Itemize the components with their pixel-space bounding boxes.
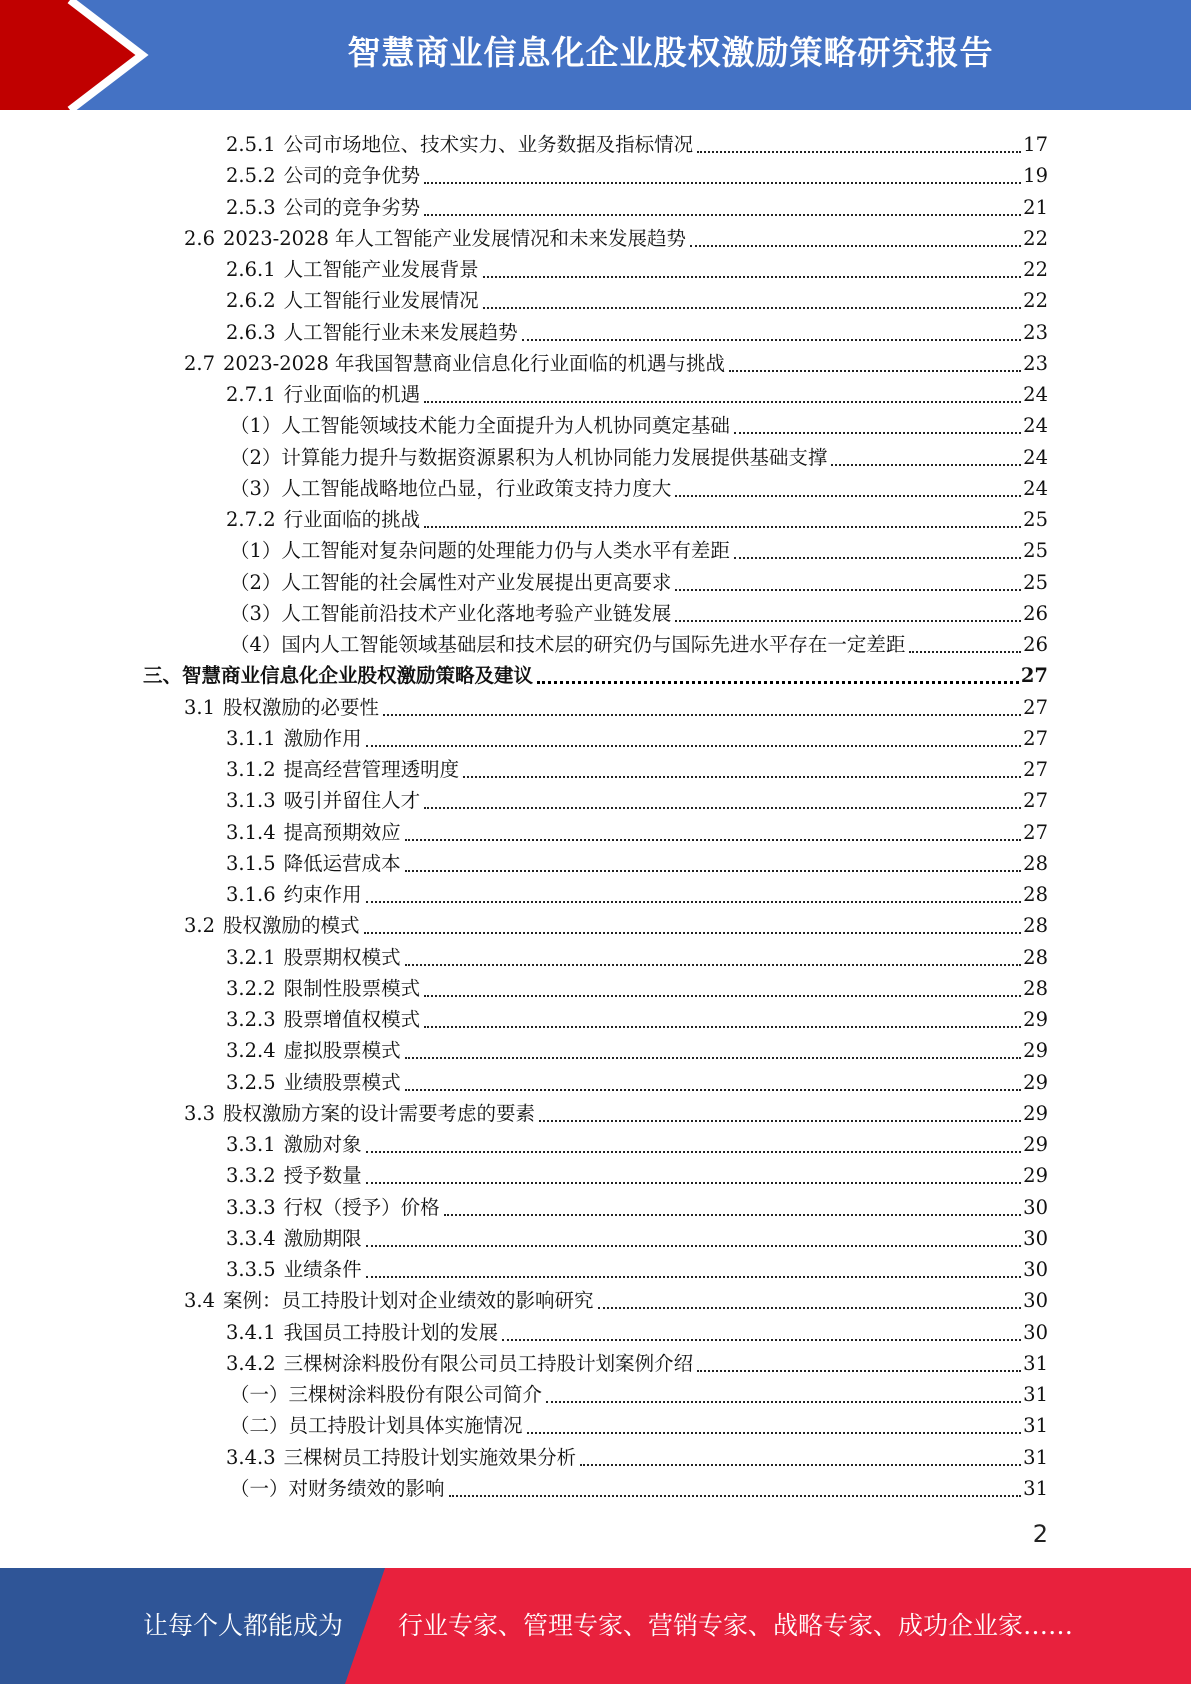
toc-entry[interactable] [184,1096,1048,1127]
toc-entry-number: 3.3.3 [226,1195,276,1219]
toc-entry-page: 30 [1023,1258,1048,1281]
toc-entry[interactable] [230,440,1048,471]
toc-entry[interactable] [226,1346,1048,1377]
footer-slogan-left: 让每个人都能成为 [143,1611,344,1640]
toc-entry-title: 股票增值权模式 [283,1008,421,1031]
page-number: 2 [1032,1520,1048,1548]
toc-entry-number: 2.7.2 [226,508,276,531]
toc-dot-leader [675,588,1021,591]
toc-entry-page: 25 [1023,539,1048,563]
toc-entry-title: 人工智能行业未来发展趋势 [283,320,518,344]
toc-entry-title: 提高经营管理透明度 [283,758,460,781]
toc-dot-leader [424,213,1021,216]
toc-entry-page: 29 [1023,1070,1048,1094]
toc-entry-page: 27 [1023,695,1048,719]
toc-entry-title: 股权激励的模式 [223,914,360,938]
toc-dot-leader [366,1244,1022,1247]
toc-dot-leader [539,1119,1021,1122]
toc-dot-leader [405,838,1022,841]
toc-entry-page: 28 [1023,851,1048,875]
toc-entry-title: 限制性股票模式 [283,976,421,1000]
toc-entry[interactable] [143,658,1048,689]
toc-entry[interactable] [226,127,1048,158]
toc-dot-leader [424,181,1021,184]
toc-entry-title: 三、智慧商业信息化企业股权激励策略及建议 [143,664,534,688]
toc-dot-leader [366,1275,1022,1278]
toc-entry-page: 29 [1023,1039,1048,1063]
toc-entry-number: 2.5.3 [226,195,276,219]
toc-entry-page: 31 [1023,1476,1048,1500]
toc-entry[interactable] [230,533,1048,564]
toc-entry-number: 3.1.6 [226,883,276,906]
toc-entry-number: 3.3.2 [226,1164,276,1188]
toc-entry-page: 27 [1020,664,1048,688]
toc-dot-leader [424,1025,1021,1028]
toc-dot-leader [424,806,1021,809]
toc-entry[interactable] [226,502,1048,533]
toc-dot-leader [405,1088,1022,1091]
toc-dot-leader [424,525,1021,528]
toc-dot-leader [366,1150,1022,1153]
toc-dot-leader [527,1431,1022,1434]
toc-dot-leader [729,369,1021,372]
toc-dot-leader [697,1369,1021,1372]
toc-entry[interactable] [226,940,1048,971]
toc-entry-number: 3.2.4 [226,1039,276,1063]
toc-dot-leader [366,744,1022,747]
toc-entry-number: 3.3.4 [226,1226,276,1250]
toc-entry[interactable] [226,1190,1048,1221]
page-footer [0,1568,1191,1684]
toc-dot-leader [366,1181,1022,1184]
toc-entry-number: 3.4 [184,1289,216,1313]
toc-dot-leader [405,869,1022,872]
toc-entry[interactable] [230,408,1048,439]
chevron-arrow-icon [0,0,160,110]
toc-entry-title: 降低运营成本 [283,851,401,875]
toc-entry-number: 2.7 [184,351,216,375]
toc-dot-leader [580,1463,1021,1466]
toc-entry-number: 3.4.2 [226,1351,276,1375]
toc-entry[interactable] [226,283,1048,314]
toc-entry-page: 28 [1023,945,1048,969]
toc-entry-page: 25 [1023,570,1048,594]
toc-entry-page: 26 [1023,633,1048,656]
toc-dot-leader [546,1400,1021,1403]
toc-entry-number: 3.1 [184,695,216,719]
toc-dot-leader [424,400,1021,403]
toc-entry-title: （2）计算能力提升与数据资源累积为人机协同能力发展提供基础支撑 [230,445,828,469]
toc-entry-number: 3.2.2 [226,976,276,1000]
toc-entry-page: 19 [1023,164,1048,188]
toc-entry-page: 28 [1023,976,1048,1000]
toc-entry-page: 27 [1023,758,1048,781]
toc-entry-page: 30 [1023,1195,1048,1219]
toc-entry-title: （一）对财务绩效的影响 [230,1476,445,1500]
toc-dot-leader [522,338,1022,341]
toc-dot-leader [366,900,1022,903]
toc-entry-page: 29 [1023,1008,1048,1031]
toc-entry-number: 2.6.2 [226,289,276,313]
toc-entry-page: 27 [1023,789,1048,813]
toc-entry-number: 2.6.3 [226,320,276,344]
toc-entry-page: 22 [1023,258,1048,281]
toc-dot-leader [483,275,1022,278]
toc-entry[interactable] [184,221,1048,252]
toc-entry-title: 三棵树涂料股份有限公司员工持股计划案例介绍 [283,1351,694,1375]
toc-entry-page: 17 [1023,133,1048,156]
toc-entry[interactable] [226,971,1048,1002]
toc-entry-title: （1）人工智能领域技术能力全面提升为人机协同奠定基础 [230,414,730,438]
toc-entry-title: 吸引并留住人才 [283,789,421,813]
toc-entry-number: 3.2.3 [226,1008,276,1031]
toc-dot-leader [690,244,1021,247]
toc-entry[interactable] [226,1440,1048,1471]
toc-entry[interactable] [226,1158,1048,1189]
toc-entry-title: 股票期权模式 [283,945,401,969]
toc-entry[interactable] [226,877,1048,908]
toc-entry-page: 24 [1023,476,1048,500]
toc-entry-number: 3.3.1 [226,1133,276,1156]
toc-entry-title: 公司的竞争劣势 [283,195,421,219]
toc-entry-number: 3.2 [184,914,216,938]
toc-entry[interactable] [226,752,1048,783]
toc-entry[interactable] [230,1471,1048,1502]
toc-entry-title: （二）员工持股计划具体实施情况 [230,1414,523,1438]
toc-entry-number: 3.1.2 [226,758,276,781]
toc-entry[interactable] [226,721,1048,752]
toc-entry-page: 27 [1023,820,1048,844]
toc-entry-title: 虚拟股票模式 [283,1039,401,1063]
toc-entry-page: 24 [1023,445,1048,469]
toc-entry-title: 激励期限 [283,1226,362,1250]
toc-entry-title: 业绩条件 [283,1258,362,1281]
toc-dot-leader [909,650,1021,653]
toc-entry-title: （一）三棵树涂料股份有限公司简介 [230,1383,543,1406]
toc-entry[interactable] [226,315,1048,346]
toc-entry[interactable] [184,908,1048,939]
toc-entry-number: 3.1.4 [226,820,276,844]
toc-entry[interactable] [226,158,1048,189]
toc-entry[interactable] [226,190,1048,221]
toc-dot-leader [463,775,1021,778]
toc-entry-page: 31 [1023,1414,1048,1438]
toc-entry[interactable] [226,846,1048,877]
toc-entry-page: 31 [1023,1445,1048,1469]
toc-entry-page: 31 [1023,1383,1048,1406]
toc-dot-leader [449,1494,1022,1497]
toc-dot-leader [697,150,1021,153]
toc-entry-page: 25 [1023,508,1048,531]
toc-dot-leader [444,1213,1022,1216]
toc-entry-title: 股权激励的必要性 [223,695,380,719]
toc-dot-leader [405,1056,1022,1059]
toc-entry[interactable] [184,690,1048,721]
toc-entry-number: 3.1.1 [226,726,276,750]
toc-entry[interactable] [230,627,1048,658]
toc-entry-page: 29 [1023,1164,1048,1188]
toc-entry-number: 2.6.1 [226,258,276,281]
toc-entry[interactable] [230,565,1048,596]
toc-entry-title: 行权（授予）价格 [283,1195,440,1219]
toc-entry-title: （3）人工智能前沿技术产业化落地考验产业链发展 [230,601,672,625]
toc-entry-number: 3.3.5 [226,1258,276,1281]
toc-entry[interactable] [226,1221,1048,1252]
toc-entry[interactable] [226,783,1048,814]
toc-entry[interactable] [184,1283,1048,1314]
toc-entry[interactable] [230,471,1048,502]
toc-entry-page: 30 [1023,1320,1048,1344]
toc-entry-number: 3.4.3 [226,1445,276,1469]
toc-entry-page: 24 [1023,414,1048,438]
toc-entry-number: 2.5.1 [226,133,276,156]
toc-dot-leader [734,556,1021,559]
toc-entry[interactable] [230,1408,1048,1439]
toc-dot-leader [502,1338,1021,1341]
toc-entry-page: 23 [1023,351,1048,375]
toc-entry[interactable] [226,1065,1048,1096]
toc-dot-leader [675,494,1021,497]
toc-entry-number: 3.2.5 [226,1070,276,1094]
footer-slogan-right: 行业专家、管理专家、营销专家、战略专家、成功企业家…… [398,1611,1074,1640]
toc-entry-page: 26 [1023,601,1048,625]
toc-entry-title: 激励对象 [283,1133,362,1156]
toc-dot-leader [383,713,1021,716]
toc-entry-page: 28 [1023,914,1048,938]
toc-entry-page: 22 [1023,289,1048,313]
toc-dot-leader [675,619,1021,622]
toc-dot-leader [405,963,1022,966]
toc-entry-title: 行业面临的机遇 [283,383,421,406]
page-header [0,0,1191,110]
toc-entry-title: 行业面临的挑战 [283,508,421,531]
toc-entry-number: 3.2.1 [226,945,276,969]
toc-dot-leader [831,463,1021,466]
toc-dot-leader [424,994,1021,997]
toc-entry[interactable] [226,815,1048,846]
toc-entry[interactable] [226,1033,1048,1064]
toc-entry-number: 3.3 [184,1101,216,1125]
toc-entry-number: 3.1.5 [226,851,276,875]
toc-entry-title: 2023-2028 年我国智慧商业信息化行业面临的机遇与挑战 [223,351,726,375]
toc-entry-number: 3.4.1 [226,1320,276,1344]
toc-entry-page: 30 [1023,1289,1048,1313]
toc-entry-page: 27 [1023,726,1048,750]
toc-entry[interactable] [226,377,1048,408]
toc-entry-page: 21 [1023,195,1048,219]
toc-dot-leader [483,306,1022,309]
toc-entry-page: 23 [1023,320,1048,344]
toc-entry-title: （1）人工智能对复杂问题的处理能力仍与人类水平有差距 [230,539,730,563]
document-title: 智慧商业信息化企业股权激励策略研究报告 [347,33,994,72]
toc-entry-title: 约束作用 [283,883,362,906]
toc-entry-title: （4）国内人工智能领域基础层和技术层的研究仍与国际先进水平存在一定差距 [230,633,906,656]
toc-dot-leader [598,1306,1022,1309]
toc-entry-page: 24 [1023,383,1048,406]
toc-entry-page: 22 [1023,226,1048,250]
toc-entry-title: 三棵树员工持股计划实施效果分析 [283,1445,577,1469]
toc-entry-title: （3）人工智能战略地位凸显，行业政策支持力度大 [230,476,672,500]
toc-entry-title: 公司市场地位、技术实力、业务数据及指标情况 [283,133,694,156]
toc-entry-page: 28 [1023,883,1048,906]
toc-dot-leader [364,931,1022,934]
toc-entry-page: 29 [1023,1133,1048,1156]
toc-entry-number: 2.5.2 [226,164,276,188]
toc-entry-page: 30 [1023,1226,1048,1250]
toc-entry[interactable] [230,596,1048,627]
toc-entry[interactable] [230,1377,1048,1408]
toc-entry[interactable] [226,252,1048,283]
toc-entry-title: （2）人工智能的社会属性对产业发展提出更高要求 [230,570,672,594]
toc-entry[interactable] [184,346,1048,377]
toc-entry-title: 案例：员工持股计划对企业绩效的影响研究 [223,1289,594,1313]
toc-entry-title: 授予数量 [283,1164,362,1188]
toc-entry-number: 2.6 [184,226,216,250]
toc-dot-leader [734,431,1021,434]
toc-entry-title: 激励作用 [283,726,362,750]
toc-entry[interactable] [226,1252,1048,1283]
toc-entry-page: 29 [1023,1101,1048,1125]
toc-entry-title: 人工智能行业发展情况 [283,289,479,313]
toc-entry-title: 2023-2028 年人工智能产业发展情况和未来发展趋势 [223,226,687,250]
toc-entry-title: 提高预期效应 [283,820,401,844]
toc-entry-title: 业绩股票模式 [283,1070,401,1094]
toc-entry[interactable] [226,1002,1048,1033]
toc-entry-page: 31 [1023,1351,1048,1375]
toc-entry-title: 公司的竞争优势 [283,164,421,188]
toc-entry-title: 我国员工持股计划的发展 [283,1320,499,1344]
toc-entry[interactable] [226,1127,1048,1158]
toc-entry[interactable] [226,1315,1048,1346]
toc-entry-number: 2.7.1 [226,383,276,406]
toc-entry-title: 人工智能产业发展背景 [283,258,479,281]
toc-entry-number: 3.1.3 [226,789,276,813]
toc-dot-leader [537,680,1019,684]
toc-entry-title: 股权激励方案的设计需要考虑的要素 [223,1101,536,1125]
